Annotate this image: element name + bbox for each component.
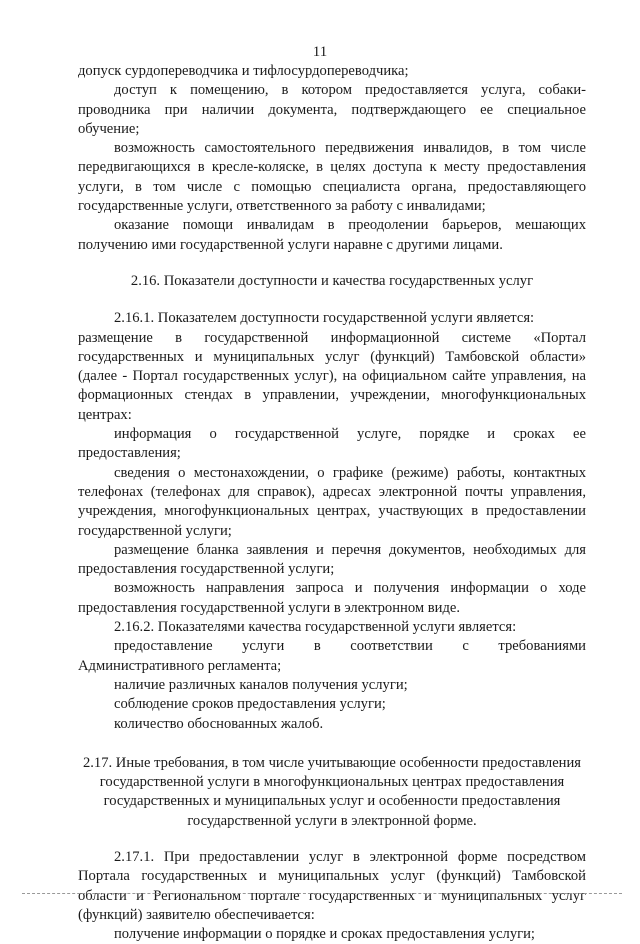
paragraph: 2.17.1. При предоставлении услуг в электронной форме посредством Портала государственных и муниципальных услуг (функций) Тамбовской области и Региональном портале государственных и муниципальных услуг (функций) заявителю обеспечивается: xyxy=(78,848,586,923)
page-bottom-rule xyxy=(22,893,622,895)
paragraph: 2.16.2. Показателями качества государственной услуги является: xyxy=(114,619,517,636)
paragraph: допуск сурдопереводчика и тифлосурдопереводчика; xyxy=(78,63,409,79)
paragraph: оказание помощи инвалидам в преодолении барьеров, мешающих получению ими государственной услуги наравне с другими лицами. xyxy=(78,217,586,253)
section-heading: 2.17. Иные требования, в том числе учитывающие особенности предоставления государственной услуги в многофункциональных центрах предоставления государственных и муниципальных услуг и особенности предоставления государственной услуги в электронной форме. xyxy=(82,754,582,829)
paragraph: предоставление услуги в соответствии с требованиями Административного регламента; xyxy=(78,638,586,674)
paragraph: получение информации о порядке и сроках предоставления услуги; xyxy=(114,926,535,943)
section-heading: 2.16. Показатели доступности и качества государственных услуг xyxy=(130,272,534,289)
paragraph: возможность самостоятельного передвижения инвалидов, в том числе передвигающихся в кресле-коляске, в целях доступа к месту предоставления услуги, в том числе с помощью специалиста органа, предоставляющего государственные услуги, ответственного за работу с инвалидами; xyxy=(78,140,586,215)
page-number: 11 xyxy=(312,44,328,60)
paragraph: возможность направления запроса и получения информации о ходе предоставления государственной услуги в электронном виде. xyxy=(78,580,586,616)
paragraph: количество обоснованных жалоб. xyxy=(114,715,324,732)
paragraph: сведения о местонахождении, о графике (режиме) работы, контактных телефонах (телефонах для справок), адресах электронной почты управления, учреждения, многофункциональных центрах, участвующих в предоставлении государственной услуги; xyxy=(78,464,586,539)
paragraph: доступ к помещению, в котором предоставляется услуга, собаки-проводника при наличии документа, подтверждающего ее специальное обучение; xyxy=(78,82,586,137)
paragraph: размещение бланка заявления и перечня документов, необходимых для предоставления государственной услуги; xyxy=(78,541,586,578)
document-body xyxy=(78,62,586,944)
paragraph: 2.16.1. Показателем доступности государственной услуги является: xyxy=(114,310,535,327)
paragraph: соблюдение сроков предоставления услуги; xyxy=(114,696,386,713)
paragraph: наличие различных каналов получения услуги; xyxy=(114,676,408,693)
paragraph: размещение в государственной информационной системе «Портал государственных и муниципальных услуг (функций) Тамбовской области» (далее - Портал государственных услуг), на официальном сайте управления, на формационных стендах в управлении, учреждении, многофункциональных центрах: xyxy=(78,329,586,423)
paragraph: информация о государственной услуге, порядке и сроках ее предоставления; xyxy=(78,426,586,462)
